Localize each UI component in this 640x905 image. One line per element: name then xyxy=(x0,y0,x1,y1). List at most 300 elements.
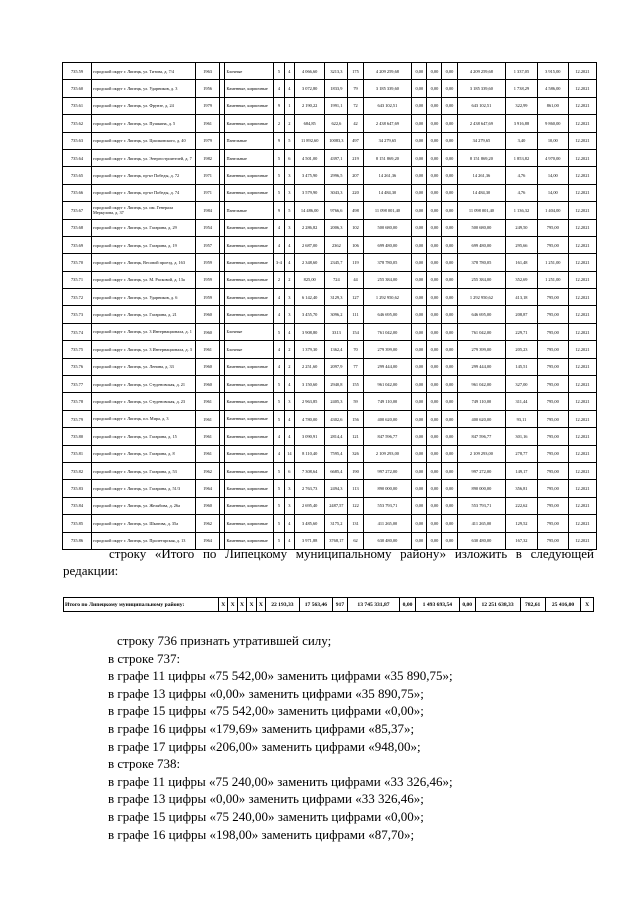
cell-c4: 0,00 xyxy=(442,115,457,132)
cell-c4: 0,00 xyxy=(442,445,457,462)
cell-d: 12.2021 xyxy=(568,63,596,80)
cell-c4: 0,00 xyxy=(442,184,457,201)
cell-y: 1959 xyxy=(196,254,219,271)
cell-n: 735.65 xyxy=(63,167,92,184)
cell-c2: 0,00 xyxy=(412,219,427,236)
cell-d: 12.2021 xyxy=(568,80,596,97)
cell-s1: 2 190,22 xyxy=(295,97,325,114)
cell-a: городской округ г. Липецк, ул. Ударников, д. 3 xyxy=(92,80,196,97)
table-row xyxy=(63,462,597,479)
cell-e: 5 xyxy=(284,132,294,149)
cell-f: 5 xyxy=(274,462,284,479)
cell-c6: 1 853,82 xyxy=(506,149,537,166)
cell-c4: 0,00 xyxy=(442,323,457,340)
cell-d: 12.2021 xyxy=(568,149,596,166)
cell-e: 4 xyxy=(284,532,294,549)
cell-s2: 7595,4 xyxy=(325,445,348,462)
cell-y: 1961 xyxy=(196,445,219,462)
cell-c4: 0,00 xyxy=(442,410,457,427)
amendment-line: в графе 11 цифры «75 542,00» заменить цифрами «35 890,75»; xyxy=(108,668,453,684)
cell-y: 1961 xyxy=(196,393,219,410)
cell-c1: 1 292 950,62 xyxy=(363,289,412,306)
cell-a: городской округ г. Липецк, ул. Фрунзе, д. 24 xyxy=(92,97,196,114)
cell-a: городской округ г. Липецк, ул. Энергостроителей, д. 7 xyxy=(92,149,196,166)
cell-c1: 961 042,00 xyxy=(363,376,412,393)
cell-a: городской округ г. Липецк, ул. Пролетарская, д. 13 xyxy=(92,532,196,549)
cell-a: городской округ г. Липецк, ул. Гагарина, д. 8 xyxy=(92,445,196,462)
cell-c6: 301,16 xyxy=(506,428,537,445)
table-row xyxy=(63,376,597,393)
cell-c1: 34 279,65 xyxy=(363,132,412,149)
cell-c1: 2 438 647,69 xyxy=(363,115,412,132)
cell-s2: 6685,4 xyxy=(325,462,348,479)
cell-t: Блочные xyxy=(225,63,274,80)
cell-y: 1962 xyxy=(196,515,219,532)
cell-s1: 2 687,00 xyxy=(295,236,325,253)
cell-s1: 4 780,00 xyxy=(295,410,325,427)
cell-e: 3 xyxy=(284,497,294,514)
cell-c5: 34 279,65 xyxy=(457,132,506,149)
cell-c6: 249,50 xyxy=(506,219,537,236)
total-cell: X xyxy=(247,598,256,612)
cell-a: городской округ г. Липецк, ул. Титова, д. 7/4 xyxy=(92,63,196,80)
cell-c3: 0,00 xyxy=(427,149,442,166)
cell-c6: 1 136,32 xyxy=(506,202,537,219)
table-row xyxy=(63,289,597,306)
cell-s1: 2 348,60 xyxy=(295,254,325,271)
cell-f: 5 xyxy=(274,184,284,201)
cell-d: 12.2021 xyxy=(568,236,596,253)
cell-n: 735.77 xyxy=(63,376,92,393)
intro-paragraph: строку «Итого по Липецкому муниципальному району» изложить в следующей редакции: xyxy=(63,546,594,578)
cell-f: 4 xyxy=(274,358,284,375)
table-row xyxy=(63,236,597,253)
cell-e: 3 xyxy=(284,480,294,497)
cell-d: 12.2021 xyxy=(568,219,596,236)
cell-c7: 795,00 xyxy=(537,341,568,358)
register-table-body xyxy=(63,63,597,550)
cell-c1: 299 444,00 xyxy=(363,358,412,375)
cell-c5: 643 102,51 xyxy=(457,97,506,114)
cell-e: 3 xyxy=(284,184,294,201)
cell-p: 122 xyxy=(348,497,363,514)
total-cell: 782,61 xyxy=(520,598,545,612)
cell-p: 77 xyxy=(348,358,363,375)
cell-c5: 997 272,00 xyxy=(457,462,506,479)
cell-s2: 1833,9 xyxy=(325,80,348,97)
cell-c2: 0,00 xyxy=(412,393,427,410)
cell-a: городской округ г. Липецк, пр-кт Победы, д. 72 xyxy=(92,167,196,184)
cell-c5: 11 098 001,40 xyxy=(457,202,506,219)
cell-s1: 3 908,80 xyxy=(295,323,325,340)
cell-c7: 795,00 xyxy=(537,410,568,427)
cell-c3: 0,00 xyxy=(427,254,442,271)
cell-n: 735.86 xyxy=(63,532,92,549)
cell-t: Каменные, кирпичные xyxy=(225,97,274,114)
cell-c7: 795,00 xyxy=(537,462,568,479)
cell-c3: 0,00 xyxy=(427,184,442,201)
cell-p: 207 xyxy=(348,167,363,184)
cell-c2: 0,00 xyxy=(412,80,427,97)
cell-c2: 0,00 xyxy=(412,184,427,201)
table-row xyxy=(63,428,597,445)
cell-s2: 2814,4 xyxy=(325,428,348,445)
cell-t: Панельные xyxy=(225,132,274,149)
cell-s2: 3313 xyxy=(325,323,348,340)
cell-c4: 0,00 xyxy=(442,341,457,358)
cell-t: Блочные xyxy=(225,341,274,358)
cell-c3: 0,00 xyxy=(427,462,442,479)
cell-c1: 255 384,00 xyxy=(363,271,412,288)
cell-s1: 3 579,90 xyxy=(295,184,325,201)
cell-c7: 795,00 xyxy=(537,480,568,497)
cell-f: 5 xyxy=(274,410,284,427)
cell-c6: 322,99 xyxy=(506,97,537,114)
total-cell: 25 416,00 xyxy=(545,598,581,612)
cell-a: городской округ г. Липецк, ул. Гагарина, д. 21 xyxy=(92,306,196,323)
cell-e: 4 xyxy=(284,236,294,253)
cell-t: Каменные, кирпичные xyxy=(225,271,274,288)
cell-c6: 208,87 xyxy=(506,306,537,323)
cell-f: 5 xyxy=(274,393,284,410)
cell-c1: 997 272,00 xyxy=(363,462,412,479)
cell-d: 12.2021 xyxy=(568,167,596,184)
cell-c4: 0,00 xyxy=(442,80,457,97)
cell-c5: 890 000,00 xyxy=(457,480,506,497)
cell-a: городской округ г. Липецк, ул. Желябова, д. 26а xyxy=(92,497,196,514)
cell-a: городской округ г. Липецк, Весовой проезд, д. 163 xyxy=(92,254,196,271)
cell-c2: 0,00 xyxy=(412,323,427,340)
cell-p: 102 xyxy=(348,219,363,236)
cell-s2: 1991,1 xyxy=(325,97,348,114)
total-cell: 12 251 638,33 xyxy=(475,598,520,612)
cell-c6: 229,71 xyxy=(506,323,537,340)
cell-p: 113 xyxy=(348,480,363,497)
cell-s2: 3768,17 xyxy=(325,532,348,549)
cell-s2: 2487,57 xyxy=(325,497,348,514)
cell-y: 1961 xyxy=(196,115,219,132)
cell-c5: 8 151 869,20 xyxy=(457,149,506,166)
cell-c2: 0,00 xyxy=(412,132,427,149)
cell-n: 735.83 xyxy=(63,480,92,497)
cell-e: 3 xyxy=(284,306,294,323)
cell-d: 12.2021 xyxy=(568,323,596,340)
cell-c3: 0,00 xyxy=(427,306,442,323)
housing-register-table xyxy=(62,62,597,550)
cell-t: Каменные, кирпичные xyxy=(225,515,274,532)
cell-e: 14 xyxy=(284,445,294,462)
table-row xyxy=(63,445,597,462)
cell-s1: 2 963,85 xyxy=(295,393,325,410)
cell-s2: 9766,6 xyxy=(325,202,348,219)
cell-c7: 861,00 xyxy=(537,97,568,114)
total-label: Итого по Липецкому муниципальному району: xyxy=(64,598,219,612)
cell-c6: 93,11 xyxy=(506,410,537,427)
cell-s2: 3129,3 xyxy=(325,289,348,306)
table-row xyxy=(63,497,597,514)
amendment-line: в графе 16 цифры «179,69» заменить цифрами «85,37»; xyxy=(108,721,415,736)
cell-f: 2 xyxy=(274,115,284,132)
table-row xyxy=(63,132,597,149)
cell-t: Каменные, кирпичные xyxy=(225,306,274,323)
cell-c3: 0,00 xyxy=(427,358,442,375)
table-row xyxy=(63,271,597,288)
cell-d: 12.2021 xyxy=(568,376,596,393)
cell-c1: 14 261,36 xyxy=(363,167,412,184)
cell-c6: 4,76 xyxy=(506,184,537,201)
cell-c2: 0,00 xyxy=(412,254,427,271)
cell-p: 119 xyxy=(348,254,363,271)
cell-t: Каменные, кирпичные xyxy=(225,532,274,549)
cell-c4: 0,00 xyxy=(442,306,457,323)
cell-a: городской округ г. Липецк, ул. Шкатова, д. 35а xyxy=(92,515,196,532)
cell-c2: 0,00 xyxy=(412,376,427,393)
cell-c1: 11 098 001,40 xyxy=(363,202,412,219)
cell-c6: 167,32 xyxy=(506,532,537,549)
cell-t: Каменные, кирпичные xyxy=(225,236,274,253)
table-row xyxy=(63,63,597,80)
cell-c5: 1 292 950,62 xyxy=(457,289,506,306)
cell-c7: 1 251,00 xyxy=(537,271,568,288)
cell-c4: 0,00 xyxy=(442,97,457,114)
cell-s1: 14 486,00 xyxy=(295,202,325,219)
table-row xyxy=(63,306,597,323)
cell-c6: 1 738,29 xyxy=(506,80,537,97)
cell-p: 79 xyxy=(348,80,363,97)
cell-n: 735.75 xyxy=(63,341,92,358)
cell-c1: 400 620,00 xyxy=(363,410,412,427)
cell-c3: 0,00 xyxy=(427,393,442,410)
cell-s1: 684,85 xyxy=(295,115,325,132)
cell-f: 4 xyxy=(274,341,284,358)
cell-t: Панельные xyxy=(225,202,274,219)
cell-c6: 413,18 xyxy=(506,289,537,306)
cell-c5: 749 110,00 xyxy=(457,393,506,410)
cell-c7: 795,00 xyxy=(537,445,568,462)
cell-c5: 2 438 647,69 xyxy=(457,115,506,132)
cell-d: 12.2021 xyxy=(568,532,596,549)
cell-c4: 0,00 xyxy=(442,393,457,410)
cell-t: Каменные, кирпичные xyxy=(225,480,274,497)
cell-e: 4 xyxy=(284,63,294,80)
cell-c2: 0,00 xyxy=(412,167,427,184)
cell-d: 12.2021 xyxy=(568,184,596,201)
cell-t: Каменные, кирпичные xyxy=(225,184,274,201)
cell-a: городской округ г. Липецк, пр-кт Победы, д. 74 xyxy=(92,184,196,201)
cell-f: 9 xyxy=(274,97,284,114)
cell-s1: 2 251,60 xyxy=(295,358,325,375)
cell-s1: 11 892,60 xyxy=(295,132,325,149)
cell-s1: 8 110,40 xyxy=(295,445,325,462)
cell-f: 5 xyxy=(274,480,284,497)
cell-c1: 2 109 293,00 xyxy=(363,445,412,462)
cell-f: 5 xyxy=(274,323,284,340)
cell-c7: 4 586,00 xyxy=(537,80,568,97)
cell-s1: 3 485,60 xyxy=(295,515,325,532)
amendment-line: в графе 13 цифры «0,00» заменить цифрами «33 326,46»; xyxy=(108,791,424,807)
total-row-table xyxy=(63,597,594,612)
table-row xyxy=(63,219,597,236)
cell-a: городской округ г. Липецк, ул. Ленина, д. 33 xyxy=(92,358,196,375)
cell-n: 735.74 xyxy=(63,323,92,340)
cell-c3: 0,00 xyxy=(427,271,442,288)
table-row xyxy=(63,167,597,184)
cell-s1: 3 090,91 xyxy=(295,428,325,445)
cell-c4: 0,00 xyxy=(442,236,457,253)
cell-c5: 255 384,00 xyxy=(457,271,506,288)
cell-p: 498 xyxy=(348,202,363,219)
cell-d: 12.2021 xyxy=(568,410,596,427)
cell-c7: 795,00 xyxy=(537,515,568,532)
cell-c1: 630 480,00 xyxy=(363,532,412,549)
cell-c4: 0,00 xyxy=(442,532,457,549)
cell-s1: 3 150,60 xyxy=(295,376,325,393)
cell-c6: 327,00 xyxy=(506,376,537,393)
cell-d: 12.2021 xyxy=(568,480,596,497)
cell-c3: 0,00 xyxy=(427,497,442,514)
cell-s2: 2362 xyxy=(325,236,348,253)
cell-s2: 3213,3 xyxy=(325,63,348,80)
cell-t: Каменные, кирпичные xyxy=(225,393,274,410)
cell-c4: 0,00 xyxy=(442,428,457,445)
cell-y: 1982 xyxy=(196,149,219,166)
cell-n: 735.85 xyxy=(63,515,92,532)
cell-d: 12.2021 xyxy=(568,132,596,149)
total-cell: X xyxy=(237,598,246,612)
cell-f: 3-4 xyxy=(274,254,284,271)
cell-t: Каменные, кирпичные xyxy=(225,445,274,462)
cell-f: 5 xyxy=(274,497,284,514)
cell-c4: 0,00 xyxy=(442,497,457,514)
cell-c1: 749 110,00 xyxy=(363,393,412,410)
cell-f: 4 xyxy=(274,219,284,236)
cell-c7: 795,00 xyxy=(537,289,568,306)
cell-c3: 0,00 xyxy=(427,80,442,97)
cell-d: 12.2021 xyxy=(568,254,596,271)
cell-c5: 553 793,71 xyxy=(457,497,506,514)
cell-n: 735.80 xyxy=(63,428,92,445)
amendment-line: в графе 17 цифры «206,00» заменить цифрами «948,00»; xyxy=(108,738,421,754)
cell-c1: 500 680,00 xyxy=(363,219,412,236)
cell-c7: 795,00 xyxy=(537,306,568,323)
cell-e: 6 xyxy=(284,462,294,479)
cell-c2: 0,00 xyxy=(412,532,427,549)
cell-y: 1962 xyxy=(196,462,219,479)
cell-y: 1960 xyxy=(196,376,219,393)
total-cell: 13 745 331,87 xyxy=(347,598,399,612)
cell-c3: 0,00 xyxy=(427,515,442,532)
cell-c4: 0,00 xyxy=(442,254,457,271)
cell-c6: 3 916,88 xyxy=(506,115,537,132)
cell-c5: 14 261,36 xyxy=(457,167,506,184)
cell-n: 735.72 xyxy=(63,289,92,306)
cell-c2: 0,00 xyxy=(412,149,427,166)
cell-p: 154 xyxy=(348,323,363,340)
cell-t: Каменные, кирпичные xyxy=(225,410,274,427)
cell-d: 12.2021 xyxy=(568,115,596,132)
cell-s2: 4302,6 xyxy=(325,410,348,427)
cell-e: 3 xyxy=(284,167,294,184)
cell-p: 190 xyxy=(348,462,363,479)
cell-e: 4 xyxy=(284,80,294,97)
cell-s1: 2 763,73 xyxy=(295,480,325,497)
cell-s2: 2006,3 xyxy=(325,219,348,236)
table-row xyxy=(63,115,597,132)
cell-p: 175 xyxy=(348,63,363,80)
cell-c7: 9 860,00 xyxy=(537,115,568,132)
cell-e: 4 xyxy=(284,376,294,393)
cell-n: 735.59 xyxy=(63,63,92,80)
cell-y: 1960 xyxy=(196,323,219,340)
cell-p: 111 xyxy=(348,306,363,323)
cell-p: 59 xyxy=(348,393,363,410)
cell-s1: 3 072,80 xyxy=(295,80,325,97)
cell-t: Каменные, кирпичные xyxy=(225,167,274,184)
cell-y: 1957 xyxy=(196,236,219,253)
cell-f: 5 xyxy=(274,532,284,549)
cell-s2: 4397,1 xyxy=(325,149,348,166)
cell-c4: 0,00 xyxy=(442,219,457,236)
cell-c4: 0,00 xyxy=(442,202,457,219)
cell-a: городской округ г. Липецк, ул. Гагарина, д. 19 xyxy=(92,236,196,253)
cell-n: 735.63 xyxy=(63,132,92,149)
cell-e: 3 xyxy=(284,219,294,236)
cell-c2: 0,00 xyxy=(412,445,427,462)
cell-c3: 0,00 xyxy=(427,167,442,184)
cell-f: 5 xyxy=(274,149,284,166)
cell-f: 4 xyxy=(274,306,284,323)
cell-c6: 356,81 xyxy=(506,480,537,497)
cell-c3: 0,00 xyxy=(427,236,442,253)
cell-y: 1984 xyxy=(196,202,219,219)
cell-c1: 699 480,00 xyxy=(363,236,412,253)
cell-a: городской округ г. Липецк, пл. Мира, д. 3 xyxy=(92,410,196,427)
cell-c2: 0,00 xyxy=(412,271,427,288)
cell-c4: 0,00 xyxy=(442,376,457,393)
cell-a: городской округ г. Липецк, ул. 3 Интернационала, д. 3 xyxy=(92,341,196,358)
cell-c3: 0,00 xyxy=(427,445,442,462)
cell-c6: 161,48 xyxy=(506,254,537,271)
cell-c7: 795,00 xyxy=(537,393,568,410)
cell-c7: 4 970,00 xyxy=(537,149,568,166)
table-row xyxy=(63,341,597,358)
cell-c6: 129,52 xyxy=(506,515,537,532)
cell-p: 72 xyxy=(348,97,363,114)
cell-f: 5 xyxy=(274,63,284,80)
cell-n: 735.76 xyxy=(63,358,92,375)
cell-c3: 0,00 xyxy=(427,323,442,340)
cell-f: 4 xyxy=(274,428,284,445)
cell-y: 1963 xyxy=(196,63,219,80)
cell-c7: 1 251,00 xyxy=(537,254,568,271)
cell-f: 2 xyxy=(274,271,284,288)
cell-e: 4 xyxy=(284,323,294,340)
cell-c1: 14 484,30 xyxy=(363,184,412,201)
cell-c5: 761 042,00 xyxy=(457,323,506,340)
cell-s2: 3096,2 xyxy=(325,306,348,323)
cell-e: 6 xyxy=(284,149,294,166)
cell-y: 1959 xyxy=(196,271,219,288)
cell-c5: 279 399,00 xyxy=(457,341,506,358)
cell-d: 12.2021 xyxy=(568,289,596,306)
cell-n: 735.79 xyxy=(63,410,92,427)
cell-a: городской округ г. Липецк, ул. Студеновская, д. 23 xyxy=(92,393,196,410)
cell-n: 735.70 xyxy=(63,254,92,271)
cell-p: 156 xyxy=(348,410,363,427)
cell-s1: 2 695,40 xyxy=(295,497,325,514)
table-row xyxy=(63,323,597,340)
cell-f: 9 xyxy=(274,132,284,149)
